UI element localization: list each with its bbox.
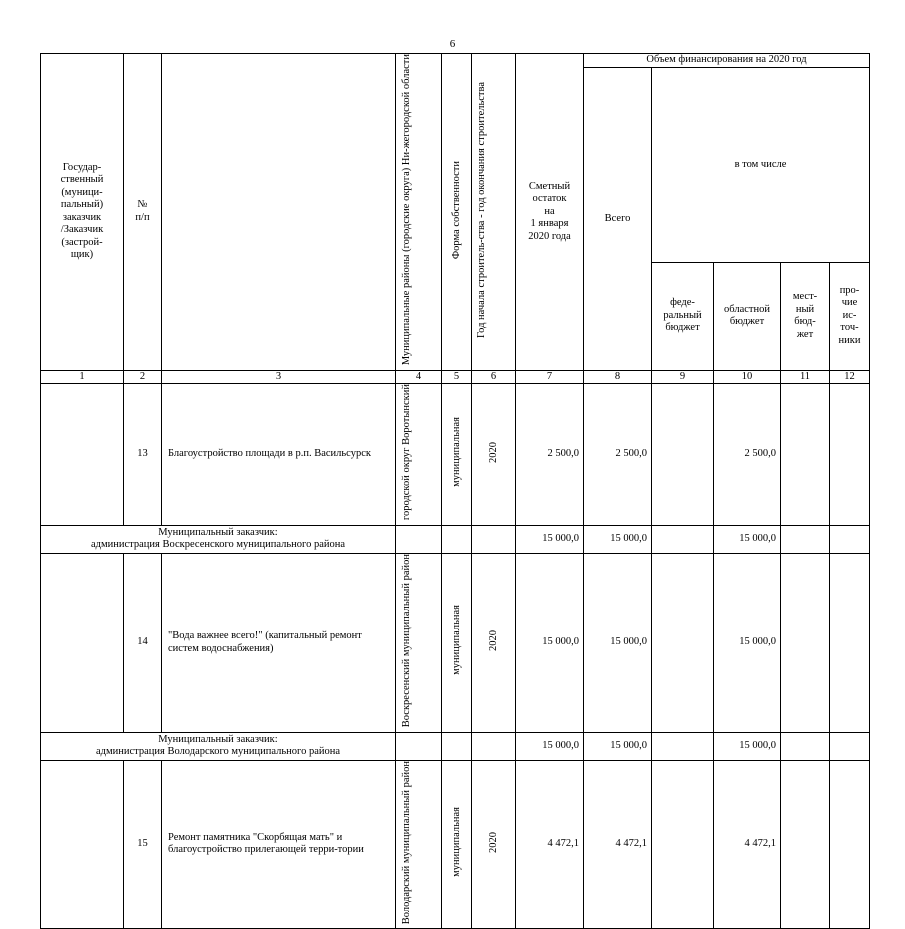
column-number: 6	[472, 370, 516, 384]
column-number: 1	[41, 370, 124, 384]
row-years: 2020	[472, 760, 516, 929]
row-local	[781, 384, 830, 526]
customer-row	[41, 732, 870, 760]
row-other	[830, 384, 870, 526]
row-district: Володарский муниципальный район	[396, 760, 442, 929]
page-number: 6	[449, 38, 456, 50]
column-number: 3	[162, 370, 396, 384]
header-local: мест- ный бюд- жет	[781, 262, 830, 370]
row-regional: 2 500,0	[714, 384, 781, 526]
row-total: 15 000,0	[584, 553, 652, 732]
row-federal	[652, 732, 714, 760]
column-number: 10	[714, 370, 781, 384]
row-local	[781, 732, 830, 760]
row-number: 13	[124, 384, 162, 526]
customer-label: Муниципальный заказчик: администрация Воскресенского муниципального района	[41, 525, 396, 553]
header-number: № п/п	[124, 54, 162, 371]
row-number: 14	[124, 553, 162, 732]
row-total: 2 500,0	[584, 384, 652, 526]
header-including: в том числе	[652, 68, 870, 263]
row-local	[781, 525, 830, 553]
column-number: 5	[442, 370, 472, 384]
row-federal	[652, 384, 714, 526]
header-object	[162, 54, 396, 371]
row-object-name: Ремонт памятника "Скорбящая мать" и благоустройство прилегающей терри-тории	[162, 760, 396, 929]
row-years: 2020	[472, 553, 516, 732]
table-row	[41, 760, 870, 929]
row-regional: 4 472,1	[714, 760, 781, 929]
row-ownership: муниципальная	[442, 553, 472, 732]
row-balance: 2 500,0	[516, 384, 584, 526]
row-district	[396, 525, 442, 553]
column-numbers-row	[41, 370, 870, 384]
row-other	[830, 553, 870, 732]
row-number: 15	[124, 760, 162, 929]
column-number: 4	[396, 370, 442, 384]
column-number: 9	[652, 370, 714, 384]
row-object-name: Благоустройство площади в р.п. Васильсурск	[162, 384, 396, 526]
row-district	[396, 732, 442, 760]
header-district: Муниципальные районы (городские округа) Ни-жегородской области	[396, 54, 442, 371]
header-total: Всего	[584, 68, 652, 371]
row-ownership	[442, 732, 472, 760]
row-customer-cell	[41, 384, 124, 526]
row-local	[781, 760, 830, 929]
row-balance: 4 472,1	[516, 760, 584, 929]
row-other	[830, 525, 870, 553]
row-total: 15 000,0	[584, 732, 652, 760]
row-other	[830, 760, 870, 929]
column-number: 7	[516, 370, 584, 384]
row-federal	[652, 553, 714, 732]
row-customer-cell	[41, 760, 124, 929]
row-other	[830, 732, 870, 760]
row-district: Воскресенский муниципальный район	[396, 553, 442, 732]
row-local	[781, 553, 830, 732]
column-number: 2	[124, 370, 162, 384]
header-financing: Объем финансирования на 2020 год	[584, 54, 870, 68]
column-number: 11	[781, 370, 830, 384]
row-ownership: муниципальная	[442, 384, 472, 526]
table-row	[41, 553, 870, 732]
header-federal: феде- ральный бюджет	[652, 262, 714, 370]
row-years: 2020	[472, 384, 516, 526]
customer-label: Муниципальный заказчик: администрация Володарского муниципального района	[41, 732, 396, 760]
column-number: 8	[584, 370, 652, 384]
row-balance: 15 000,0	[516, 553, 584, 732]
row-district: городской округ Воротынский	[396, 384, 442, 526]
header-regional: областной бюджет	[714, 262, 781, 370]
row-ownership: муниципальная	[442, 760, 472, 929]
header-other: про- чие ис- точ- ники	[830, 262, 870, 370]
row-customer-cell	[41, 553, 124, 732]
header-customer: Государ- ственный (муници- пальный) заказчик /Заказчик (застрой- щик)	[41, 54, 124, 371]
header-ownership: Форма собственности	[442, 54, 472, 371]
row-regional: 15 000,0	[714, 732, 781, 760]
row-years	[472, 732, 516, 760]
row-federal	[652, 525, 714, 553]
row-years	[472, 525, 516, 553]
table-row	[41, 384, 870, 526]
row-regional: 15 000,0	[714, 525, 781, 553]
row-ownership	[442, 525, 472, 553]
row-balance: 15 000,0	[516, 732, 584, 760]
column-number: 12	[830, 370, 870, 384]
row-object-name: "Вода важнее всего!" (капитальный ремонт систем водоснабжения)	[162, 553, 396, 732]
header-balance: Сметный остаток на 1 января 2020 года	[516, 54, 584, 371]
row-federal	[652, 760, 714, 929]
row-total: 4 472,1	[584, 760, 652, 929]
row-total: 15 000,0	[584, 525, 652, 553]
customer-row	[41, 525, 870, 553]
header-years: Год начала строитель-ства - год окончания строительства	[472, 54, 516, 371]
row-regional: 15 000,0	[714, 553, 781, 732]
financing-table	[40, 53, 870, 929]
row-balance: 15 000,0	[516, 525, 584, 553]
